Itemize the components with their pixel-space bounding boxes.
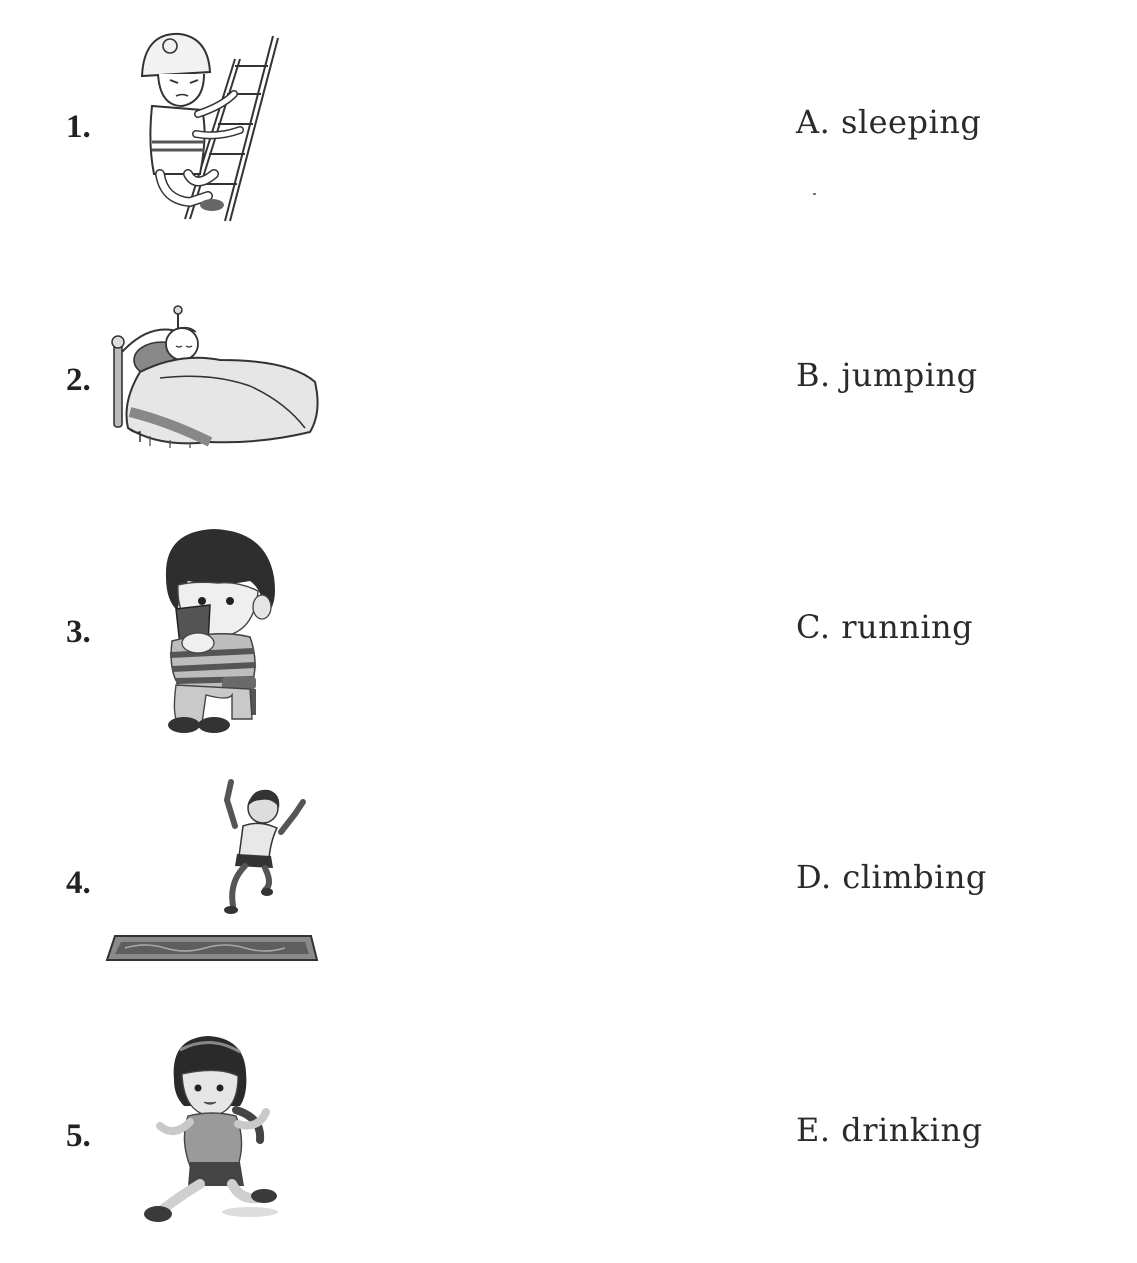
running-girl-illustration	[140, 1030, 290, 1235]
item-number-5: 5.	[66, 1118, 91, 1154]
item-number-2: 2.	[66, 362, 91, 398]
sleeping-child-illustration	[100, 302, 325, 452]
item-number-3: 3.	[66, 614, 91, 650]
option-b: B. jumping	[796, 356, 978, 394]
jumping-girl-illustration	[105, 778, 320, 968]
print-speck	[813, 193, 816, 195]
option-c: C. running	[796, 608, 974, 646]
option-e: E. drinking	[796, 1111, 983, 1149]
drinking-boy-illustration	[158, 525, 283, 735]
firefighter-climbing-illustration	[130, 24, 280, 224]
item-number-4: 4.	[66, 865, 91, 901]
item-number-1: 1.	[66, 109, 91, 145]
option-d: D. climbing	[796, 858, 987, 896]
option-a: A. sleeping	[796, 103, 982, 141]
